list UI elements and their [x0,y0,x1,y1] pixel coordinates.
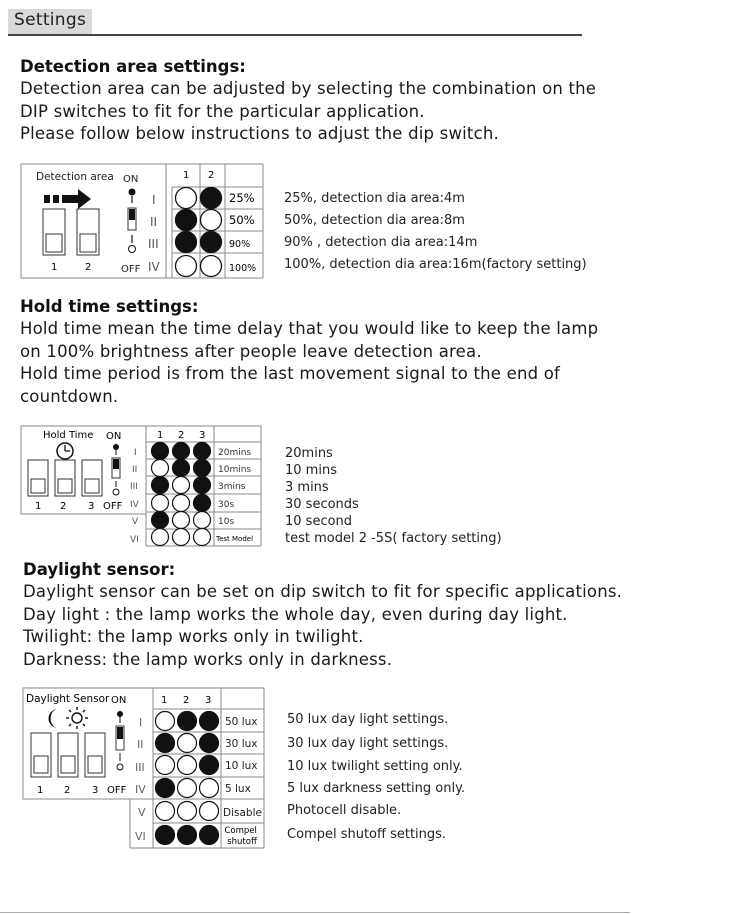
row-label: 10mins [218,465,252,475]
dip-switch-2 [77,209,99,255]
col-header: 2 [178,430,185,441]
dip-dot-on [152,477,169,494]
dip-dot-off [156,802,175,821]
row-label: 90% [229,239,251,250]
dip-dot-off [194,529,211,546]
dip-dot-on [178,826,197,845]
dip-dot-on [156,734,175,753]
dip-dot-on [176,210,197,231]
row-roman: I [134,448,137,458]
row-label: Test Model [216,535,254,543]
dip-dot-off [178,734,197,753]
dip-dot-on [178,712,197,731]
dip-dots [176,188,222,277]
text-line: Day light : the lamp works the whole day, even during day light. [23,604,568,624]
switch-number: 2 [60,501,67,512]
dip-dot-on [152,512,169,529]
dip-dot-off [173,495,190,512]
col-header: 3 [199,430,206,441]
text-line: countdown. [20,386,119,406]
row-roman: II [150,215,158,229]
row-roman: VI [130,535,139,545]
dip-switch-3 [85,733,105,777]
detection-desc: 50%, detection dia area:8m [284,213,465,228]
footer-divider [0,912,630,913]
dip-dot-on [200,712,219,731]
dip-dot-off [178,802,197,821]
row-roman: III [130,482,138,492]
text-line: Daylight sensor can be set on dip switch to fit for specific applications. [23,582,623,601]
switch-number: 1 [51,262,58,273]
col-header: 1 [157,430,164,441]
detection-paragraph [20,78,596,146]
dip-dot-on [176,232,197,253]
row-roman: III [135,761,145,774]
hold-heading: Hold time settings: [20,297,199,316]
dip-dot-off [176,188,197,209]
row-label: 3mins [218,482,246,492]
text-line: Hold time period is from the last movement signal to the end of [20,364,561,384]
col-header: 1 [161,695,168,706]
daylight-paragraph [23,581,622,671]
dip-dot-on [194,495,211,512]
row-roman: V [138,806,146,819]
daylight-desc: 50 lux day light settings. [287,712,449,727]
dip-dot-on [156,826,175,845]
text-line: Darkness: the lamp works only in darkness. [23,649,393,669]
text-line: Hold time mean the time delay that you would like to keep the lamp [20,319,599,338]
col-header: 2 [183,695,190,706]
row-label: 20mins [218,448,252,458]
row-label: 30 lux [225,738,258,750]
row-roman: I [139,716,143,729]
col-header: 2 [208,170,215,181]
switch-number: 1 [37,785,44,796]
dip-dot-off [200,802,219,821]
dip-dot-off [173,477,190,494]
daylight-desc: 30 lux day light settings. [287,736,449,751]
dip-dot-off [194,512,211,529]
col-header: 1 [183,170,190,181]
dip-dot-off [156,756,175,775]
off-label: OFF [121,264,141,275]
row-label: 100% [229,263,257,274]
row-roman: IV [130,500,139,510]
on-label: ON [123,174,139,185]
hold-desc: test model 2 -5S( factory setting) [285,531,502,546]
dip-dot-on [200,734,219,753]
dip-dot-on [194,443,211,460]
row-label-line-1: Compel [224,826,257,836]
row-roman: II [137,738,144,751]
on-label: ON [106,431,122,442]
dip-dot-off [201,256,222,277]
hold-desc: 30 seconds [285,497,359,512]
row-roman: VI [135,830,146,843]
dip-dot-off [152,460,169,477]
row-label [224,826,259,847]
col-header: 3 [205,695,212,706]
switch-number: 2 [85,262,92,273]
daylight-desc: Photocell disable. [287,803,402,818]
detection-heading: Detection area settings: [20,57,246,76]
hold-desc: 10 second [285,514,353,529]
row-label: 10 lux [225,760,258,772]
row-label: 50% [229,213,255,227]
dip-dot-on [152,443,169,460]
dip-dot-on [201,232,222,253]
switch-number: 3 [88,501,95,512]
text-line: Twilight: the lamp works only in twilight. [23,627,364,647]
dip-dot-off [173,512,190,529]
clock-icon [57,443,73,459]
dip-switch-1 [31,733,51,777]
dip-switch-2 [58,733,78,777]
daylight-dip-diagram [22,687,266,851]
row-label: 50 lux [225,716,258,728]
daylight-desc: Compel shutoff settings. [287,827,447,842]
text-line: DIP switches to fit for the particular application. [20,101,425,121]
dip-dots [152,443,211,546]
diagram-title: Detection area [36,171,114,183]
hold-paragraph [20,318,598,408]
row-label: 10s [218,517,235,527]
dip-dot-on [173,460,190,477]
dip-switch-2 [55,460,75,496]
detection-desc: 100%, detection dia area:16m(factory setting) [284,257,587,272]
row-roman: IV [148,260,160,274]
row-label: Disable [223,807,262,819]
hold-desc: 10 mins [285,463,337,478]
dip-dot-on [201,188,222,209]
switch-number: 1 [35,501,42,512]
switch-number: 2 [64,785,71,796]
dip-dot-on [173,443,190,460]
row-label: 25% [229,191,255,205]
dip-dot-off [178,756,197,775]
row-roman: I [152,193,156,207]
dip-dot-off [201,210,222,231]
off-label: OFF [107,785,127,796]
row-label: 5 lux [225,783,251,795]
dip-dot-on [200,756,219,775]
detection-desc: 90% , detection dia area:14m [284,235,478,250]
row-roman: V [132,517,139,527]
hold-dip-diagram [20,425,264,549]
row-roman: IV [135,783,146,796]
daylight-heading: Daylight sensor: [23,560,176,579]
row-roman: III [148,237,159,251]
off-label: OFF [103,501,123,512]
header-divider [8,34,582,36]
dip-dots [156,712,219,845]
text-line: on 100% brightness after people leave detection area. [20,341,482,361]
diagram-title: Hold Time [43,430,94,441]
hold-desc: 3 mins [285,480,329,495]
dip-switch-1 [43,209,65,255]
text-line: Please follow below instructions to adjust the dip switch. [20,124,499,144]
daylight-desc: 5 lux darkness setting only. [287,781,466,796]
dip-dot-off [152,529,169,546]
dip-switch-1 [28,460,48,496]
dip-switch-3 [82,460,102,496]
detection-desc: 25%, detection dia area:4m [284,191,465,206]
row-label-line-2: shutoff [227,837,257,847]
dip-dot-off [156,712,175,731]
daylight-desc: 10 lux twilight setting only. [287,759,463,774]
dip-dot-on [156,779,175,798]
dip-dot-off [178,779,197,798]
hold-desc: 20mins [285,446,333,461]
text-line: Detection area can be adjusted by selecting the combination on the [20,79,597,98]
dip-dot-off [173,529,190,546]
dip-dot-off [200,779,219,798]
detection-dip-diagram [20,163,264,280]
page-title: Settings [14,10,87,30]
dip-dot-on [194,477,211,494]
dip-dot-on [194,460,211,477]
row-label: 30s [218,500,235,510]
dip-dot-off [152,495,169,512]
switch-number: 3 [92,785,99,796]
on-label: ON [111,695,127,706]
dip-dot-on [200,826,219,845]
diagram-title: Daylight Sensor [26,693,110,705]
row-roman: II [132,465,138,475]
dip-dot-off [176,256,197,277]
